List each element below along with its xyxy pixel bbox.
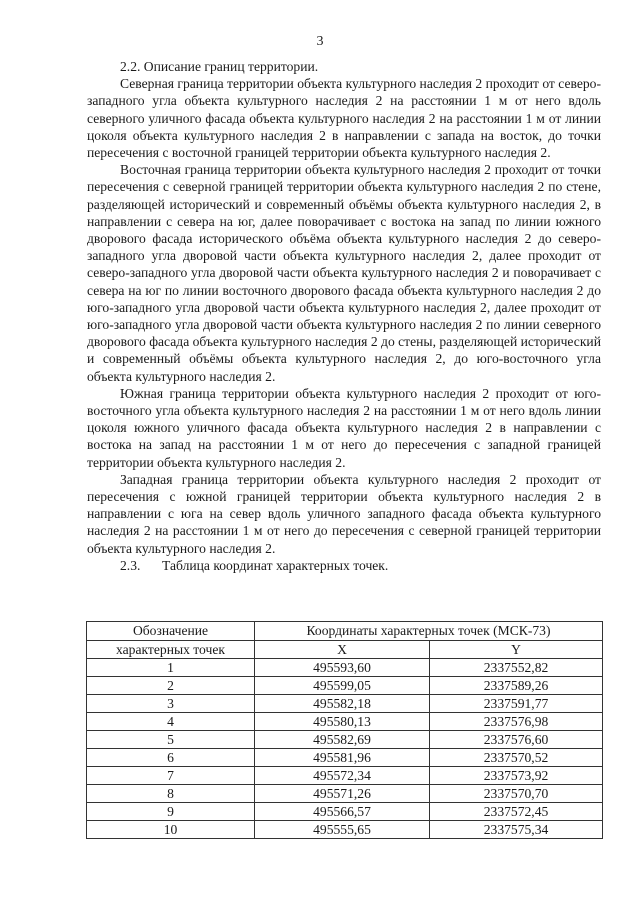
cell-x: 495555,65 <box>255 821 430 839</box>
header-point-designation: Обозначение <box>87 622 255 641</box>
table-row <box>87 785 603 803</box>
table-row <box>87 749 603 767</box>
section-heading: 2.2. Описание границ территории. <box>120 59 319 74</box>
header-coordinates: Координаты характерных точек (МСК-73) <box>255 622 603 641</box>
header-y: Y <box>430 641 603 659</box>
cell-x: 495566,57 <box>255 803 430 821</box>
cell-y: 2337576,60 <box>430 731 603 749</box>
cell-point: 8 <box>87 785 255 803</box>
table-row <box>87 731 603 749</box>
header-point-designation-line2: характерных точек <box>87 641 255 659</box>
table-row <box>87 821 603 839</box>
cell-y: 2337570,52 <box>430 749 603 767</box>
cell-y: 2337573,92 <box>430 767 603 785</box>
cell-x: 495599,05 <box>255 677 430 695</box>
cell-x: 495582,69 <box>255 731 430 749</box>
cell-x: 495593,60 <box>255 659 430 677</box>
cell-x: 495582,18 <box>255 695 430 713</box>
paragraph-north-boundary: Северная граница территории объекта культурного наследия 2 проходит от северо-западного угла объекта культурного наследия 2 на расстоянии 1 м от него вдоль северного уличного фасада объекта культурного наследия 2 на расстоянии 1 м от линии цоколя объекта культурного наследия 2 в направлении с запада на восток, до точки пересечения с восточной границей территории объекта культурного наследия 2. <box>87 76 601 161</box>
cell-y: 2337576,98 <box>430 713 603 731</box>
cell-y: 2337589,26 <box>430 677 603 695</box>
coordinates-table <box>86 621 603 839</box>
cell-point: 6 <box>87 749 255 767</box>
cell-point: 3 <box>87 695 255 713</box>
cell-x: 495572,34 <box>255 767 430 785</box>
page-number: 3 <box>316 34 324 49</box>
table-row <box>87 677 603 695</box>
document-body <box>87 58 601 574</box>
cell-point: 9 <box>87 803 255 821</box>
paragraph-east-boundary: Восточная граница территории объекта культурного наследия 2 проходит от точки пересечения с северной границей территории объекта культурного наследия 2 по стене, разделяющей исторический и современный объёмы объекта культурного наследия 2, в направлении с севера на юг, далее поворачивает с востока на запад по линии южного дворового фасада исторического объёма объекта культурного наследия 2 до северо-западного угла дворовой части объекта культурного наследия 2, далее проходит от северо-западного угла дворовой части объекта культурного наследия 2 и поворачивает с севера на юг по линии восточного дворового фасада объекта культурного наследия 2 до юго-западного угла дворовой части объекта культурного наследия 2, далее проходит от юго-западного угла дворовой части объекта культурного наследия 2 по линии северного дворового фасада объекта культурного наследия 2 до стены, разделяющей исторический и современный объёмы объекта культурного наследия 2, до юго-восточного угла объекта культурного наследия 2. <box>87 162 601 384</box>
cell-x: 495580,13 <box>255 713 430 731</box>
cell-point: 7 <box>87 767 255 785</box>
table-row <box>87 695 603 713</box>
paragraph-south-boundary: Южная граница территории объекта культурного наследия 2 проходит от юго-восточного угла объекта культурного наследия 2 на расстоянии 1 м от него вдоль линии цоколя южного уличного фасада объекта культурного наследия 2 в направлении с востока на запад на расстоянии 1 м от него до пересечения с западной границей территории объекта культурного наследия 2. <box>87 385 601 470</box>
table-caption-title: Таблица координат характерных точек. <box>162 557 389 573</box>
cell-y: 2337570,70 <box>430 785 603 803</box>
cell-point: 4 <box>87 713 255 731</box>
cell-y: 2337572,45 <box>430 803 603 821</box>
cell-point: 2 <box>87 677 255 695</box>
cell-x: 495571,26 <box>255 785 430 803</box>
table-row <box>87 767 603 785</box>
cell-point: 5 <box>87 731 255 749</box>
table-row <box>87 659 603 677</box>
cell-point: 1 <box>87 659 255 677</box>
paragraph-west-boundary: Западная граница территории объекта культурного наследия 2 проходит от пересечения с южной границей территории объекта культурного наследия 2 в направлении с юга на север вдоль уличного западного фасада объекта культурного наследия 2 на расстоянии 1 м от него до пересечения с северной границей территории объекта культурного наследия 2. <box>87 471 601 556</box>
cell-y: 2337552,82 <box>430 659 603 677</box>
table-caption <box>120 557 601 574</box>
table-caption-number: 2.3. <box>120 557 141 573</box>
cell-point: 10 <box>87 821 255 839</box>
cell-x: 495581,96 <box>255 749 430 767</box>
table-row <box>87 803 603 821</box>
cell-y: 2337575,34 <box>430 821 603 839</box>
table-row <box>87 713 603 731</box>
header-x: X <box>255 641 430 659</box>
cell-y: 2337591,77 <box>430 695 603 713</box>
